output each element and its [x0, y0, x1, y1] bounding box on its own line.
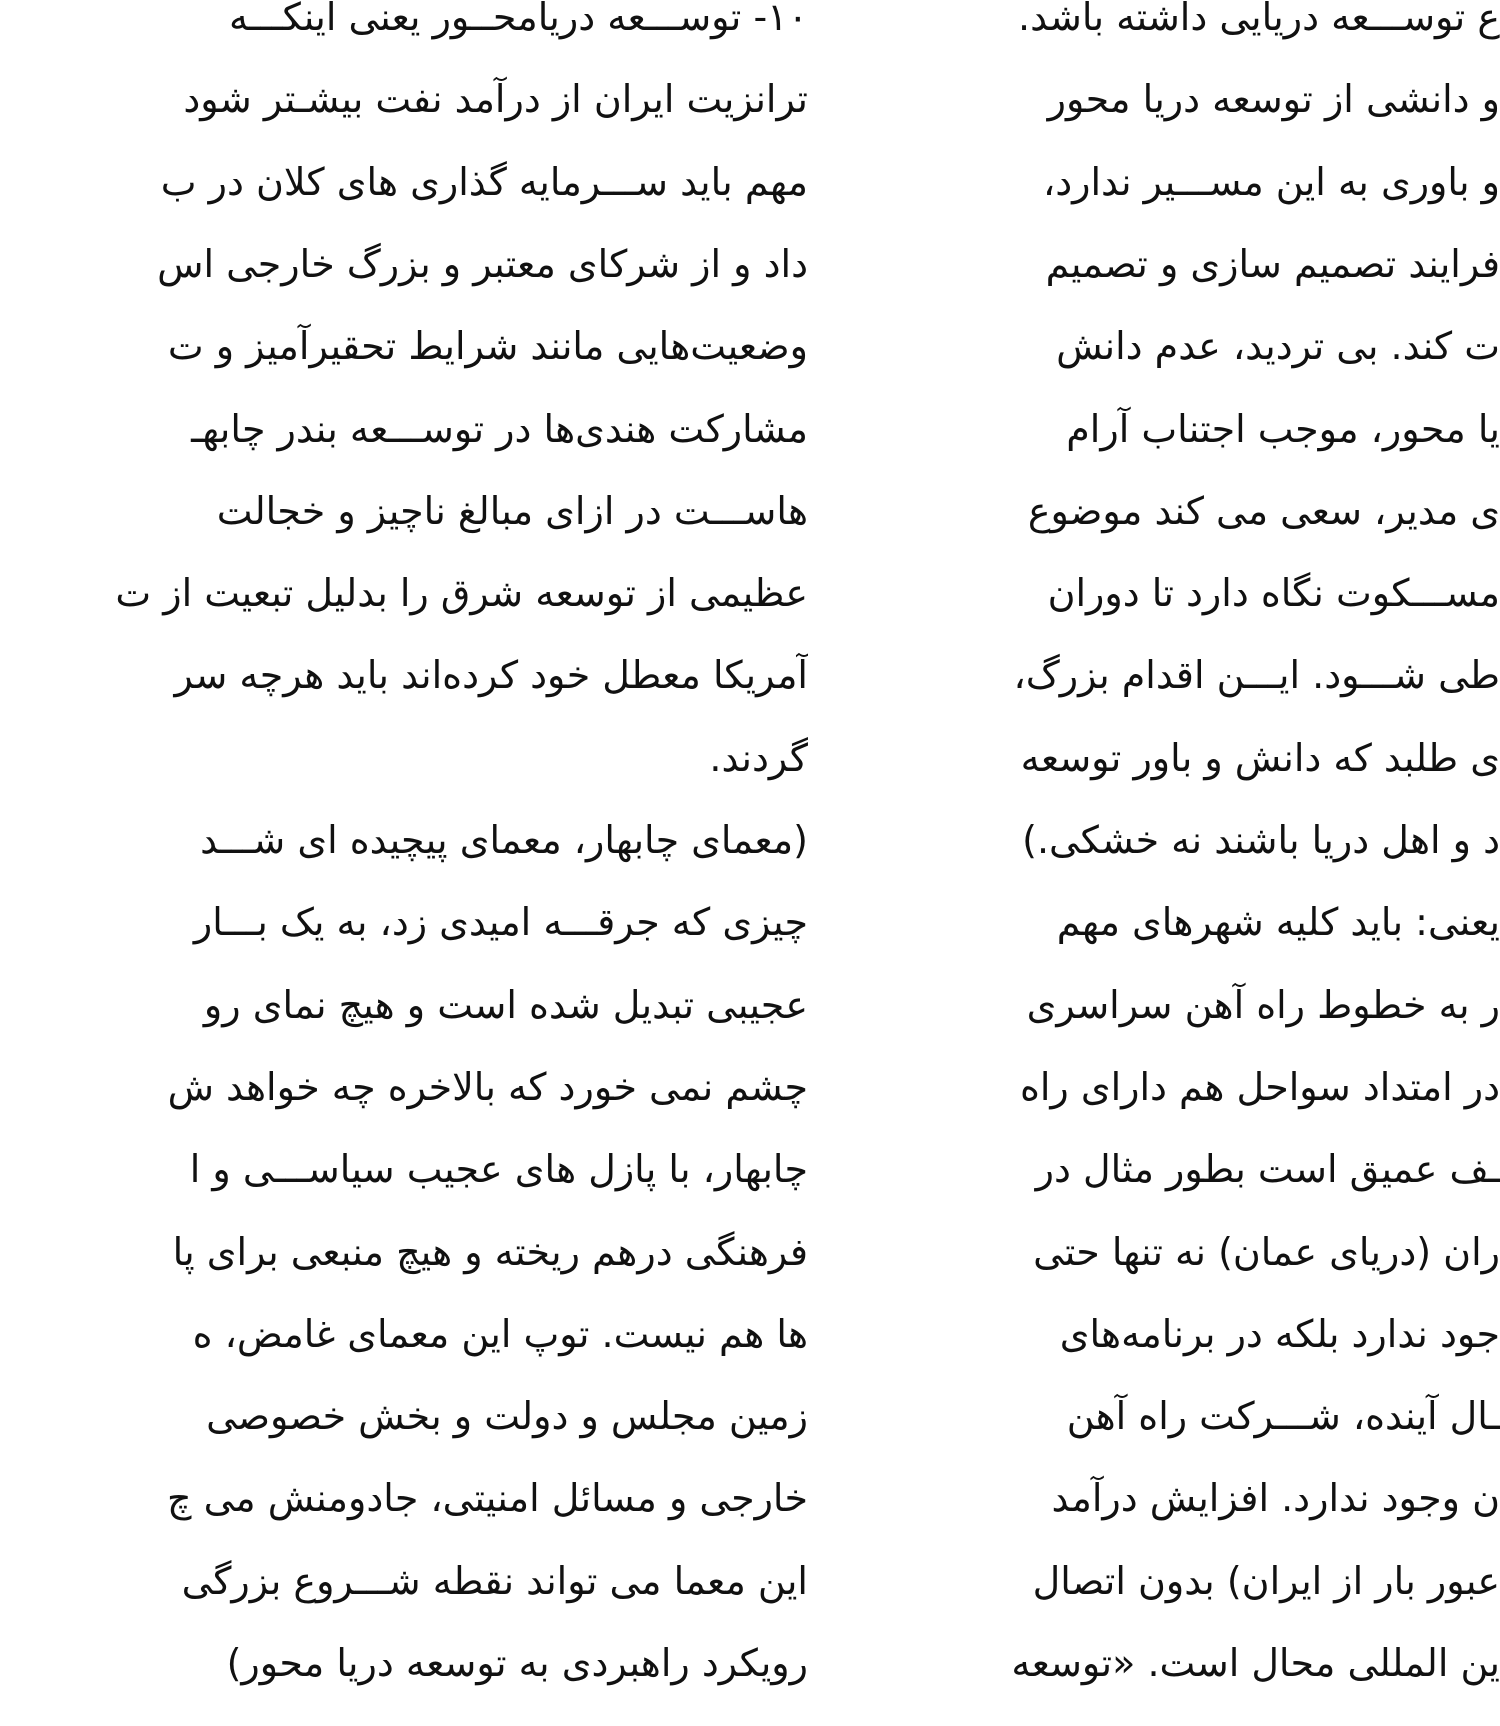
left-column-line: داد و از شرکای معتبر و بزرگ خارجی اس — [157, 241, 808, 286]
left-column-line: چشم نمی خورد که بالاخره چه خواهد ش — [167, 1064, 808, 1109]
right-column-line: ـال آینده، شـــرکت راه آهن — [1066, 1394, 1500, 1439]
left-column-line: عجیبی تبدیل شده است و هیچ نمای رو — [203, 982, 808, 1027]
right-column-line: عبور بار از ایران) بدون اتصال — [1032, 1558, 1500, 1603]
left-column-line: (معمای چابهار، معمای پیچیده ای شـــد — [200, 818, 808, 862]
right-column-line: یا محور، موجب اجتناب آرام — [1066, 406, 1500, 451]
right-column-line: یعنی: باید کلیه شهرهای مهم — [1056, 900, 1500, 945]
right-column-line: در امتداد سواحل هم دارای راه — [1019, 1064, 1500, 1109]
left-column-line: چابهار، با پازل های عجیب سیاســـی و ا — [189, 1147, 808, 1192]
left-column-line: هاســـت در ازای مبالغ ناچیز و خجالت — [216, 488, 808, 533]
right-column-line: ی طلبد که دانش و باور توسعه — [1020, 735, 1500, 780]
right-column-line: مســـکوت نگاه دارد تا دوران — [1047, 571, 1500, 616]
right-column-line: جود ندارد بلکه در برنامه‌های — [1059, 1311, 1500, 1356]
right-text-column — [898, 0, 1500, 1726]
left-column-line: ها هم نیست. توپ این معمای غامض، ه — [192, 1311, 808, 1356]
left-column-line: عظیمی از توسعه شرق را بدلیل تبعیت از ت — [115, 571, 808, 616]
left-column-line: آمریکا معطل خود کرده‌اند باید هرچه سر — [174, 653, 808, 698]
right-column-line: د و اهل دریا باشند نه خشکی.) — [1022, 818, 1500, 862]
right-column-line: فرایند تصمیم سازی و تصمیم — [1045, 241, 1500, 286]
left-column-line: وضعیت‌هایی مانند شرایط تحقیرآمیز و ت — [167, 324, 808, 369]
right-column-line: ع توســـعه دریایی داشته باشد. — [1018, 0, 1500, 39]
left-column-line: رویکرد راهبردی به توسعه دریا محور) — [226, 1641, 808, 1685]
right-column-line: ر به خطوط راه آهن سراسری — [1026, 982, 1500, 1027]
left-column-line: ترانزیت ایران از درآمد نفت بیشـتر شود — [183, 77, 808, 122]
left-column-line: زمین مجلس و دولت و بخش خصوصی — [206, 1394, 808, 1439]
left-column-line: فرهنگی درهم ریخته و هیچ منبعی برای پا — [172, 1229, 808, 1274]
right-column-line: ین المللی محال است. «توسعه — [1011, 1641, 1500, 1685]
left-column-line: گردند. — [709, 735, 808, 780]
left-column-line: ۱۰- توســـعه دریامحــور یعنی اینکـــه — [229, 0, 808, 39]
right-column-line: ران (دریای عمان) نه تنها حتی — [1033, 1229, 1500, 1274]
left-column-line: این معما می تواند نقطه شـــروع بزرگی — [181, 1558, 808, 1603]
right-column-line: و باوری به این مســـیر ندارد، — [1042, 159, 1500, 204]
right-column-line: ـف عمیق است بطور مثال در — [1035, 1147, 1500, 1192]
left-column-line: خارجی و مسائل امنیتی، جادومنش می چ — [166, 1476, 808, 1521]
right-column-line: ی مدیر، سعی می کند موضوع — [1027, 488, 1500, 533]
left-column-line: مشارکت هندی‌ها در توســـعه بندر چابهـ — [191, 406, 808, 451]
right-column-line: طی شـــود. ایـــن اقدام بزرگ، — [1013, 653, 1500, 698]
right-column-line: ن وجود ندارد. افزایش درآمد — [1051, 1476, 1500, 1521]
right-column-line: ت کند. بی تردید، عدم دانش — [1056, 324, 1500, 369]
right-column-line: و دانشی از توسعه دریا محور — [1047, 77, 1500, 122]
left-column-line: مهم باید ســـرمایه گذاری های کلان در ب — [160, 159, 808, 204]
left-column-line: چیزی که جرقـــه امیدی زد، به یک بـــار — [193, 900, 808, 945]
